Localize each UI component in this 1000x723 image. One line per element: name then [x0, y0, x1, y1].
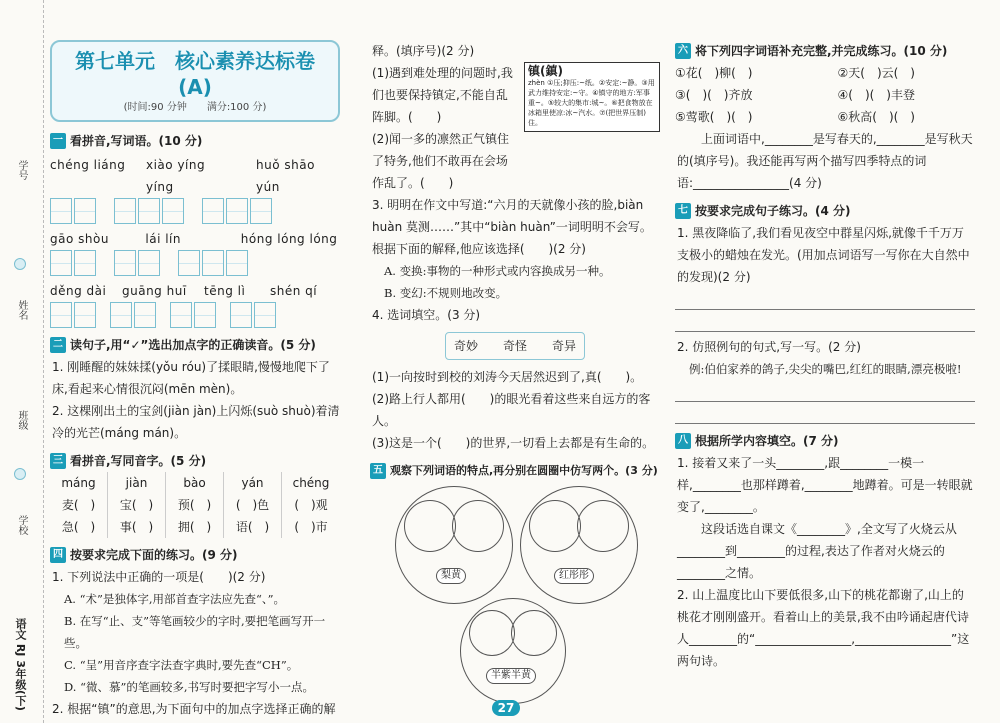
section-title: 将下列四字词语补充完整,并完成练习。(10 分) [695, 44, 948, 58]
pinyin: gāo shòu [50, 232, 109, 246]
writing-cell[interactable] [138, 198, 160, 224]
pinyin: máng [50, 472, 108, 494]
column-left [50, 40, 340, 720]
writing-cell[interactable] [74, 302, 96, 328]
subject-label: 语文 RJ 3年级(下) [14, 618, 27, 711]
pinyin: chéng [292, 476, 330, 490]
question: 1. 下列说法中正确的一项是( )(2 分) [52, 570, 266, 584]
writing-cell[interactable] [170, 302, 192, 328]
pinyin: jiàn [108, 472, 166, 494]
venn-inner-circle[interactable] [511, 610, 557, 656]
label-class: 班级 [16, 410, 27, 430]
binding-hole [14, 258, 26, 270]
blank-item[interactable]: 宝( ) [108, 494, 166, 516]
homophone-row [50, 516, 340, 538]
venn-inner-circle[interactable] [469, 610, 515, 656]
writing-cell[interactable] [230, 302, 252, 328]
section-badge: 七 [675, 203, 691, 219]
option: B. 变幻:不规则地改变。 [384, 286, 508, 300]
section-badge: 六 [675, 43, 691, 59]
section-title: 看拼音,写词语。(10 分) [70, 134, 203, 148]
pinyin: xiào yíng yíng [146, 158, 206, 194]
dict-head: 镇(鎮) [528, 64, 563, 78]
blank-item[interactable]: 语( ) [224, 516, 282, 538]
question: 上面词语中,________是写春天的,________是写秋天的(填序号)。我还能再写两个描写四季特点的词语:________________(4 分) [677, 132, 973, 190]
dictionary-box [524, 62, 660, 132]
section-3-header [50, 450, 340, 472]
word: 奇妙 [454, 339, 479, 353]
homophone-heads [50, 472, 340, 494]
section-title: 根据所学内容填空。(7 分) [695, 434, 839, 448]
section-badge: 二 [50, 337, 66, 353]
blank-item[interactable]: 麦( ) [50, 494, 108, 516]
section-title: 按要求完成下面的练习。(9 分) [70, 548, 238, 562]
option: D. “微、慕”的笔画较多,书写时要把字写小一点。 [64, 680, 315, 694]
idiom-blank[interactable]: ④( )( )丰登 [837, 88, 915, 102]
column-middle [370, 40, 660, 692]
binding-margin [0, 0, 44, 723]
question: (1)一向按时到校的刘涛今天居然迟到了,真( )。 [372, 370, 643, 384]
section-badge: 五 [370, 463, 386, 479]
writing-cell[interactable] [254, 302, 276, 328]
idiom-row [675, 62, 915, 84]
writing-cell[interactable] [250, 198, 272, 224]
section-badge: 三 [50, 453, 66, 469]
section-badge: 四 [50, 547, 66, 563]
example-sentence: 例:伯伯家养的鸽子,尖尖的嘴巴,红红的眼睛,漂亮极啦! [689, 362, 962, 376]
question: 1. 接着又来了一头________,跟________一模一样,________也那样蹲着,________地蹲着。可是一转眼就变了,________。 [677, 456, 973, 514]
section-2-header [50, 334, 340, 356]
question: 释。(填序号)(2 分) [372, 44, 475, 58]
pinyin: lái lín [145, 232, 181, 246]
blank-item[interactable]: ( )观 [294, 498, 328, 512]
pinyin: shén qí [270, 284, 318, 298]
venn-inner-circle[interactable] [529, 500, 581, 552]
pinyin: huǒ shāo yún [256, 158, 315, 194]
pinyin: děng dài [50, 284, 107, 298]
section-8-header [675, 430, 975, 452]
writing-grid-row [50, 198, 340, 224]
section-title: 读句子,用“✓”选出加点字的正确读音。(5 分) [70, 338, 316, 352]
label-school: 学校 [16, 515, 27, 535]
idiom-blank[interactable]: ②天( )云( ) [837, 66, 915, 80]
question: (2)闻一多的凛然正气镇住了特务,他们不敢再在会场作乱了。( ) [372, 132, 509, 190]
idiom-blank[interactable]: ③( )( )齐放 [675, 88, 753, 102]
option: A. 变换:事物的一种形式或内容换成另一种。 [384, 264, 611, 278]
question: 4. 选词填空。(3 分) [372, 308, 481, 322]
page-title: 第七单元 核心素养达标卷(A) [75, 49, 315, 99]
title-box [50, 40, 340, 122]
section-6-header [675, 40, 975, 62]
question: (1)遇到难处理的问题时,我们也要保持镇定,不能自乱阵脚。( ) [372, 66, 513, 124]
writing-cell[interactable] [50, 198, 72, 224]
venn-inner-circle[interactable] [404, 500, 456, 552]
pinyin: chéng liáng [50, 158, 126, 172]
writing-cell[interactable] [74, 250, 96, 276]
writing-cell[interactable] [202, 198, 224, 224]
question: 2. 这棵刚出土的宝剑(jiàn jàn)上闪烁(suò shuò)着清冷的光芒(máng mán)。 [52, 404, 340, 440]
writing-cell[interactable] [138, 250, 160, 276]
writing-cell[interactable] [194, 302, 216, 328]
question: 2. 山上温度比山下要低很多,山下的桃花都谢了,山上的桃花才刚刚盛开。看着山上的美景,我不由吟诵起唐代诗人________的“________________,________________”这两句诗。 [677, 588, 970, 668]
word: 奇异 [551, 339, 576, 353]
venn-label: 红彤彤 [554, 568, 594, 584]
writing-cell[interactable] [114, 198, 136, 224]
answer-line[interactable] [675, 380, 975, 402]
section-4-header [50, 544, 340, 566]
section-badge: 八 [675, 433, 691, 449]
writing-cell[interactable] [74, 198, 96, 224]
blank-item[interactable]: 事( ) [108, 516, 166, 538]
writing-cell[interactable] [50, 250, 72, 276]
writing-cell[interactable] [226, 198, 248, 224]
idiom-blank[interactable]: ⑥秋高( )( ) [837, 110, 915, 124]
writing-cell[interactable] [50, 302, 72, 328]
idiom-row [675, 106, 915, 128]
section-title: 看拼音,写同音字。(5 分) [70, 454, 207, 468]
venn-inner-circle[interactable] [452, 500, 504, 552]
pinyin: tēng lì [204, 284, 246, 298]
venn-outer-circle [460, 598, 566, 704]
label-student-id: 学号 [16, 160, 27, 180]
pinyin: hóng lóng lóng [240, 232, 338, 246]
blank-item[interactable]: 拥( ) [166, 516, 224, 538]
writing-grid-row [50, 250, 340, 276]
venn-label: 半紫半黄 [486, 668, 536, 684]
label-name: 姓名 [16, 300, 27, 320]
word-choice-box [445, 332, 585, 360]
pinyin: bào [166, 472, 224, 494]
venn-label: 梨黄 [436, 568, 466, 584]
writing-grid-row [50, 302, 340, 328]
answer-line[interactable] [675, 310, 975, 332]
blank-item[interactable]: 预( ) [166, 494, 224, 516]
writing-cell[interactable] [178, 250, 200, 276]
writing-cell[interactable] [162, 198, 184, 224]
blank-item[interactable]: ( )色 [224, 494, 282, 516]
writing-cell[interactable] [110, 302, 132, 328]
question: 这段话选自课文《________》,全文写了火烧云从________到________的过程,表达了作者对火烧云的________之情。 [677, 522, 957, 580]
exam-meta: (时间:90 分钟 满分:100 分) [123, 102, 267, 113]
answer-line[interactable] [675, 402, 975, 424]
answer-line[interactable] [675, 288, 975, 310]
section-badge: 一 [50, 133, 66, 149]
question: 1. 刚睡醒的妹妹揉(yǒu róu)了揉眼睛,慢慢地爬下了床,看起来心情很沉闷(mēn mèn)。 [52, 360, 330, 396]
word: 奇怪 [502, 339, 527, 353]
question: 2. 根据“镇”的意思,为下面句中的加点字选择正确的解 [52, 702, 336, 716]
venn-inner-circle[interactable] [577, 500, 629, 552]
idiom-blank[interactable]: ⑤莺歌( )( ) [675, 110, 753, 124]
blank-item[interactable]: 急( ) [50, 516, 108, 538]
pinyin: yán [224, 472, 282, 494]
dict-body: zhèn ①压;抑压:~纸。②安定:~静。③用武力维持安定:~守。④镇守的地方:军事重~。⑤较大的集市:城~。⑥把食物放在冰箱里使凉:冰~汽水。⑦(把世界压制)住。 [528, 79, 655, 127]
section-1-header [50, 130, 340, 152]
section-title: 观察下列词语的特点,再分别在圆圈中仿写两个。(3 分) [390, 464, 658, 477]
pinyin: guāng huī [122, 284, 187, 298]
idiom-blank[interactable]: ①花( )柳( ) [675, 66, 753, 80]
question: 3. 明明在作文中写道:“六月的天就像小孩的脸,biàn huàn 莫测……”其中“biàn huàn”一词明明不会写。根据下面的解释,他应该选择( )(2 分) [372, 198, 652, 256]
homophone-row [50, 494, 340, 516]
writing-cell[interactable] [202, 250, 224, 276]
writing-cell[interactable] [134, 302, 156, 328]
page-number: 27 [492, 700, 520, 716]
section-7-header [675, 200, 975, 222]
question: (3)这是一个( )的世界,一切看上去都是有生命的。 [372, 436, 655, 450]
idiom-row [675, 84, 915, 106]
question: 2. 仿照例句的句式,写一写。(2 分) [677, 340, 861, 354]
option: A. “术”是独体字,用部首查字法应先查“、”。 [64, 592, 286, 606]
option: B. 在写“止、支”等笔画较少的字时,要把笔画写开一些。 [64, 614, 326, 650]
section-title: 按要求完成句子练习。(4 分) [695, 204, 851, 218]
option: C. “呈”用音序查字法查字典时,要先查“CH”。 [64, 658, 299, 672]
section-5-header [370, 460, 660, 482]
question: (2)路上行人都用( )的眼光看着这些来自远方的客人。 [372, 392, 651, 428]
blank-item[interactable]: ( )市 [294, 520, 328, 534]
venn-diagrams [370, 482, 660, 692]
writing-cell[interactable] [226, 250, 248, 276]
dict-question [370, 62, 660, 194]
column-right [675, 40, 975, 672]
question: 1. 黑夜降临了,我们看见夜空中群星闪烁,就像千千万万支极小的蜡烛在发光。(用加点词语写一写你在大自然中的发现)(2 分) [677, 226, 970, 284]
binding-hole [14, 468, 26, 480]
writing-cell[interactable] [114, 250, 136, 276]
